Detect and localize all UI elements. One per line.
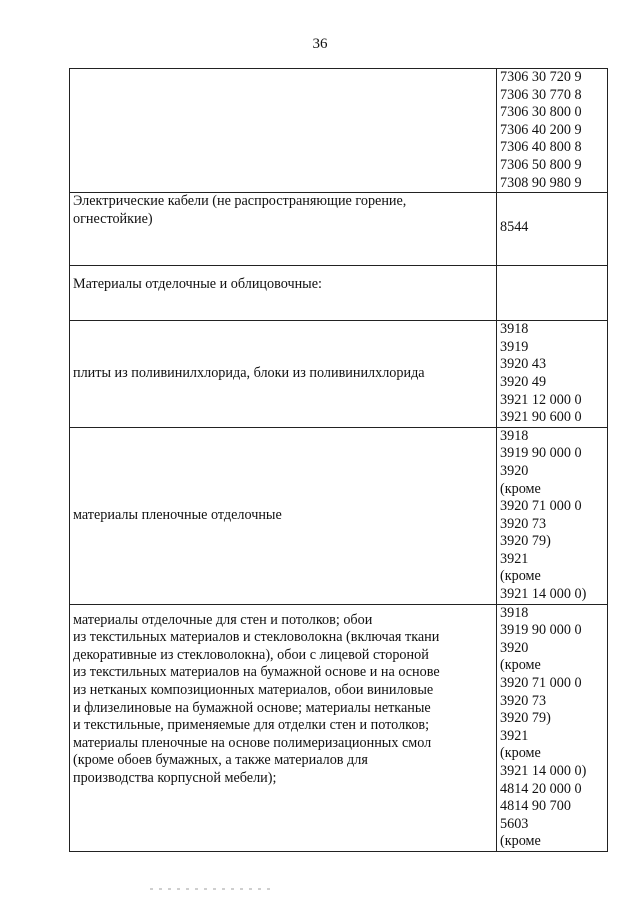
codes-cell <box>497 427 608 604</box>
description-line: из нетканых композиционных материалов, обои виниловые <box>73 682 434 699</box>
description-cell <box>70 193 497 266</box>
code-item: 3918 <box>500 604 529 621</box>
code-item: 5603 <box>500 815 529 832</box>
code-item: (кроме <box>500 745 541 762</box>
code-item: 3921 90 600 0 <box>500 409 582 426</box>
codes-cell <box>497 266 608 321</box>
scan-smudge <box>150 888 270 890</box>
description-line: материалы пленочные отделочные <box>73 506 282 523</box>
description-line: и текстильные, применяемые для отделки стен и потолков; <box>73 717 430 734</box>
code-item: 4814 20 000 0 <box>500 780 582 797</box>
description-cell <box>70 321 497 428</box>
code-item: 4814 90 700 <box>500 798 571 815</box>
codes-cell <box>497 321 608 428</box>
description-line: декоративные из стекловолокна), обои с лицевой стороной <box>73 646 429 663</box>
code-item: 3920 73 <box>500 692 547 709</box>
code-item: 7306 30 800 0 <box>500 104 582 121</box>
table-row-wall-finishing-materials <box>70 604 608 851</box>
code-item: (кроме <box>500 568 541 585</box>
code-item: 7306 30 770 8 <box>500 86 582 103</box>
description-cell <box>70 69 497 193</box>
code-item: 3921 <box>500 550 529 567</box>
code-item: (кроме <box>500 833 541 850</box>
description-line: из текстильных материалов и стекловолокна (включая ткани <box>73 629 440 646</box>
description-line: Электрические кабели (не распространяющие горение, <box>73 193 407 210</box>
description-line: и флизелиновые на бумажной основе; материалы нетканые <box>73 699 431 716</box>
tnved-codes-table <box>69 68 608 852</box>
code-item: 3918 <box>500 427 529 444</box>
code-item: 7308 90 980 9 <box>500 174 582 191</box>
code-item: (кроме <box>500 480 541 497</box>
table-row-film-materials <box>70 427 608 604</box>
code-item: 7306 40 800 8 <box>500 139 582 156</box>
table-row-pvc-plates <box>70 321 608 428</box>
codes-cell <box>497 604 608 851</box>
code-item: 3921 14 000 0) <box>500 763 587 779</box>
description-line: из текстильных материалов на бумажной основе и на основе <box>73 664 440 681</box>
description-line: производства корпусной мебели); <box>73 770 277 786</box>
code-item: 3919 90 000 0 <box>500 622 582 639</box>
table-row-electric-cables <box>70 193 608 266</box>
code-item: 3920 <box>500 639 529 656</box>
description-line: огнестойкие) <box>73 210 153 227</box>
code-item: 3918 <box>500 321 529 338</box>
description-cell <box>70 427 497 604</box>
code-item: 3921 14 000 0) <box>500 586 587 603</box>
codes-cell <box>497 193 608 266</box>
code-item: 8544 <box>500 219 529 236</box>
code-item: 3920 79) <box>500 710 551 727</box>
code-item: 3920 73 <box>500 515 547 532</box>
page-number: 36 <box>312 36 328 52</box>
code-item: 3920 79) <box>500 533 551 550</box>
description-line: (кроме обоев бумажных, а также материалов для <box>73 752 368 769</box>
code-item: 3920 <box>500 462 529 479</box>
description-cell <box>70 604 497 851</box>
description-cell <box>70 266 497 321</box>
code-item: 3920 71 000 0 <box>500 498 582 515</box>
code-item: (кроме <box>500 657 541 674</box>
code-item: 3921 <box>500 727 529 744</box>
description-line: плиты из поливинилхлорида, блоки из поливинилхлорида <box>73 365 425 382</box>
table-row-continuation <box>70 69 608 193</box>
code-item: 3919 <box>500 338 529 355</box>
code-item: 3921 12 000 0 <box>500 391 582 408</box>
code-item: 7306 30 720 9 <box>500 69 582 85</box>
code-item: 7306 40 200 9 <box>500 121 582 138</box>
description-line: материалы пленочные на основе полимеризационных смол <box>73 734 432 751</box>
code-item: 3919 90 000 0 <box>500 445 582 462</box>
codes-cell <box>497 69 608 193</box>
section-heading: Материалы отделочные и облицовочные: <box>73 276 322 293</box>
code-item: 3920 49 <box>500 373 547 390</box>
code-item: 3920 71 000 0 <box>500 675 582 692</box>
code-item: 3920 43 <box>500 356 547 373</box>
code-item: 7306 50 800 9 <box>500 156 582 173</box>
description-line: материалы отделочные для стен и потолков; обои <box>73 611 373 628</box>
table-row-finishing-materials-heading <box>70 266 608 321</box>
